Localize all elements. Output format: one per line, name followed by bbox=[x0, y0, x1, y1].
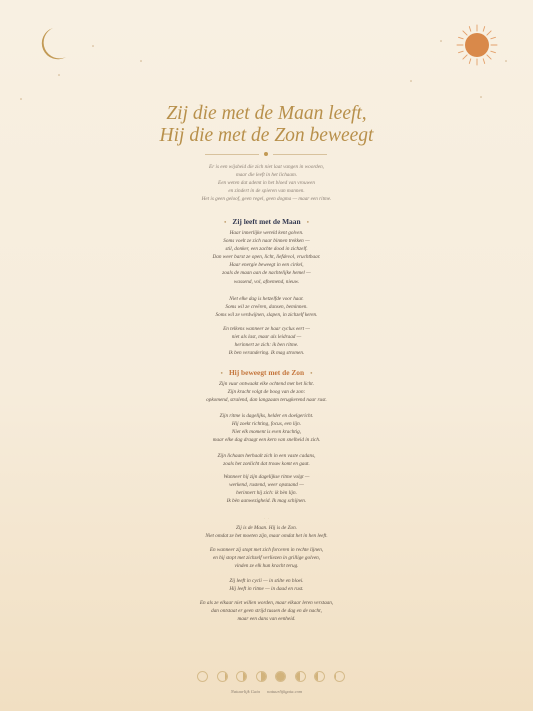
verse-line: En als ze elkaar niet willen worden, maar elkaar leren verstaan, bbox=[199, 600, 334, 606]
moon-stanza-3 bbox=[0, 325, 533, 357]
verse-line: maar een dans van eenheid. bbox=[237, 616, 296, 623]
stanza-separator: · · · bbox=[263, 516, 271, 525]
moon-stanza-1 bbox=[0, 229, 533, 286]
moon-phase-icon bbox=[334, 671, 345, 682]
verse-line: Niet omdat ze het moeten zijn, maar omdat het in hen leeft. bbox=[205, 533, 328, 540]
verse-line: Zij leeft in cycli — in stilte en bloei. bbox=[229, 578, 304, 584]
verse-line: Zij is de Maan. Hij is de Zon. bbox=[236, 525, 297, 531]
verse-line: Dan weer barst ze open, licht, liefdevol, vruchtbaar. bbox=[212, 254, 321, 261]
bullet-icon: ● bbox=[220, 370, 223, 375]
verse-line: wassend, vol, afnemend, nieuw. bbox=[233, 278, 300, 285]
verse-line: Zijn ritme is dagelijks, helder en doelgericht. bbox=[219, 413, 314, 419]
verse-line: vinden ze elk hun kracht terug. bbox=[234, 563, 299, 570]
verse-line: Een weten dat ademt in het bloed van vrouwen bbox=[218, 180, 315, 187]
verse-line: Zijn vuur ontwaakt elke ochtend met het licht. bbox=[218, 381, 315, 387]
verse-line: Ik bèn aanwezigheid. Ik mag schijnen. bbox=[226, 498, 307, 505]
moon-phase-icon bbox=[275, 671, 286, 682]
verse-line: maar die leeft in het lichaam. bbox=[235, 172, 298, 179]
verse-line: Haar innerlijke wereld kent golven. bbox=[229, 230, 304, 236]
sun-stanza-2 bbox=[0, 412, 533, 444]
closing-stanza-2 bbox=[0, 546, 533, 570]
website-link[interactable]: natuurlijkgaia.com bbox=[267, 689, 303, 694]
verse-line: werkend, rustend, weer opstaand — bbox=[229, 482, 304, 489]
verse-line: en zindert in de spieren van mannen. bbox=[228, 188, 305, 195]
sun-stanza-1 bbox=[0, 380, 533, 404]
closing-stanza-3 bbox=[0, 577, 533, 593]
moon-phase-icon bbox=[314, 671, 325, 682]
verse-line: En wanneer zij stopt met zich forceren in rechte lijnen, bbox=[209, 547, 324, 553]
title-line-1: Zij die met de Maan leeft, bbox=[166, 103, 367, 124]
verse-line: Er is een wijsheid die zich niet laat vangen in woorden, bbox=[209, 164, 324, 170]
sun-stanza-4 bbox=[0, 473, 533, 505]
poem-title bbox=[0, 103, 533, 146]
verse-line: En telkens wanneer ze haar cyclus eert — bbox=[223, 326, 310, 332]
verse-line: Soms wil ze verdwijnen, slapen, in zichzelf keren. bbox=[215, 312, 318, 319]
moon-section-heading: ● Zij leeft met de Maan ● bbox=[224, 217, 309, 226]
verse-line: en hij stopt met zichzelf verliezen in grillige golven, bbox=[212, 555, 321, 562]
moon-phases-row bbox=[197, 671, 345, 682]
moon-stanza-2 bbox=[0, 295, 533, 319]
verse-line: dan ontstaat er geen strijd tussen de dag en de nacht, bbox=[211, 608, 322, 615]
verse-line: herinnert ze zich: ik ben ritme. bbox=[234, 342, 299, 349]
verse-line: stil, donker, een zachte dood in zichzelf. bbox=[225, 246, 308, 253]
bullet-icon: ● bbox=[224, 219, 227, 224]
sun-stanza-3 bbox=[0, 452, 533, 468]
verse-line: Het is geen geloof, geen regel, geen dogma — maar een ritme. bbox=[201, 196, 332, 203]
verse-line: Hij zoekt richting, focus, een lijn. bbox=[231, 421, 302, 428]
closing-stanza-4 bbox=[0, 599, 533, 623]
bullet-icon: ● bbox=[306, 219, 309, 224]
verse-line: zoals het zonlicht dat trouw komt en gaat. bbox=[223, 461, 310, 468]
moon-phase-icon bbox=[256, 671, 267, 682]
moon-phase-icon bbox=[217, 671, 228, 682]
verse-line: Niet elke dag is hetzelfde voor haar. bbox=[229, 296, 304, 302]
verse-line: Haar energie beweegt in een cirkel, bbox=[229, 262, 304, 269]
verse-line: Zijn kracht volgt de boog van de zon: bbox=[227, 389, 306, 396]
bullet-icon: ● bbox=[310, 370, 313, 375]
closing-stanza-1 bbox=[0, 524, 533, 540]
verse-line: herinnert hij zich: ik bèn lijn. bbox=[236, 490, 297, 497]
verse-line: zoals de maan aan de nachtelijke hemel — bbox=[222, 270, 311, 277]
brand-name: Natuurlijk Gaia bbox=[230, 689, 260, 694]
verse-line: maar elke dag draagt een kern van snelheid in zich. bbox=[212, 437, 321, 444]
verse-line: Soms wil ze creëren, dansen, beminnen. bbox=[225, 304, 308, 311]
verse-line: opkomend, stralend, dan langzaam terugkerend naar rust. bbox=[206, 397, 327, 404]
sun-section-heading: ● Hij beweegt met de Zon ● bbox=[220, 368, 313, 377]
verse-line: Zijn lichaam herhaalt zich in een vaste cadans, bbox=[217, 453, 316, 459]
title-line-2: Hij die met de Zon beweegt bbox=[159, 124, 374, 146]
verse-line: niet als last, maar als leidraad — bbox=[231, 334, 302, 341]
title-divider bbox=[205, 152, 329, 156]
intro-stanza bbox=[0, 163, 533, 203]
verse-line: Wanneer hij zijn dagelijkse ritme volgt — bbox=[223, 474, 310, 480]
verse-line: Ik ben verandering. Ik mag stromen. bbox=[228, 350, 305, 357]
crescent-moon-icon bbox=[38, 26, 68, 62]
moon-phase-icon bbox=[197, 671, 208, 682]
verse-line: Niet elk moment is even krachtig, bbox=[231, 429, 302, 436]
moon-phase-icon bbox=[295, 671, 306, 682]
footer bbox=[0, 689, 533, 694]
sun-icon bbox=[455, 23, 499, 67]
verse-line: Hij leeft in ritme — in daad en rust. bbox=[229, 586, 304, 593]
moon-phase-icon bbox=[236, 671, 247, 682]
verse-line: Soms voelt ze zich naar binnen trekken — bbox=[223, 238, 310, 245]
